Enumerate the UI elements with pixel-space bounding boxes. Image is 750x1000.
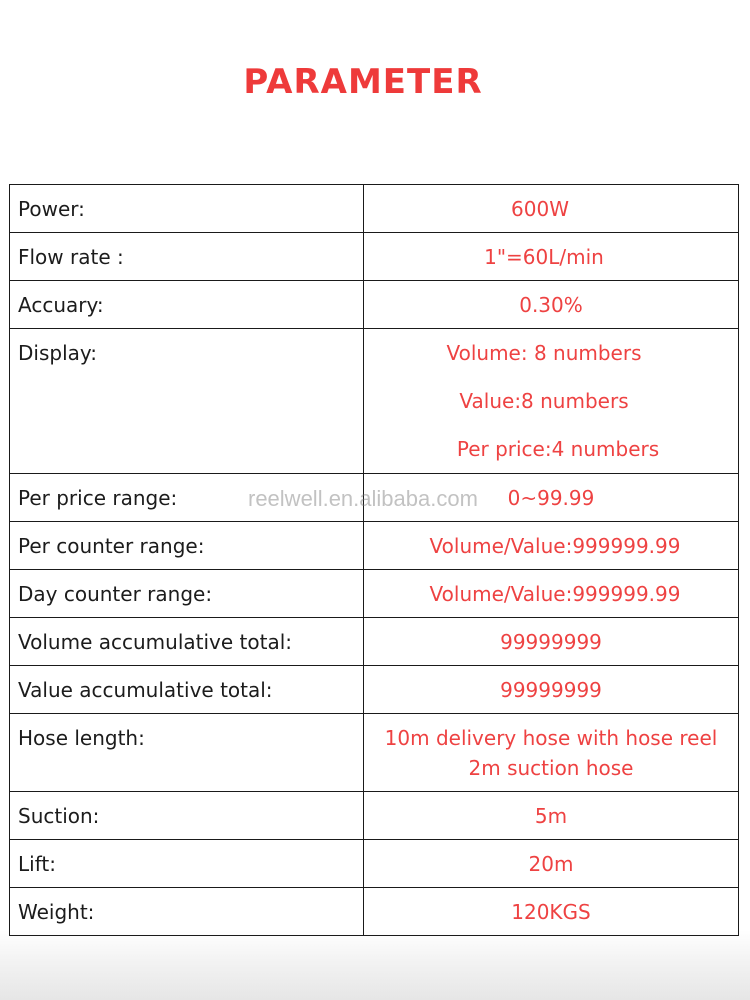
row-label: Weight: — [10, 888, 364, 936]
value-line: 99999999 — [500, 630, 602, 654]
row-value — [364, 522, 739, 570]
table-row — [10, 185, 739, 233]
row-value — [364, 888, 739, 936]
table-row — [10, 840, 739, 888]
row-label: Lift: — [10, 840, 364, 888]
row-label: Per price range: — [10, 474, 364, 522]
row-value — [364, 618, 739, 666]
value-line: Volume: 8 numbers — [446, 341, 642, 365]
row-value — [364, 714, 739, 792]
row-value — [364, 329, 739, 474]
row-value — [364, 474, 739, 522]
value-line: 120KGS — [511, 900, 591, 924]
row-value — [364, 570, 739, 618]
row-value — [364, 792, 739, 840]
row-value — [364, 185, 739, 233]
value-line: 2m suction hose — [468, 756, 634, 780]
row-value — [364, 666, 739, 714]
value-line: 1"=60L/min — [484, 245, 604, 269]
table-row — [10, 666, 739, 714]
row-label: Value accumulative total: — [10, 666, 364, 714]
value-line: 0~99.99 — [507, 486, 595, 510]
table-row — [10, 281, 739, 329]
row-label: Suction: — [10, 792, 364, 840]
row-value — [364, 840, 739, 888]
row-label: Hose length: — [10, 714, 364, 792]
page-title: PARAMETER — [243, 62, 483, 102]
watermark-text: reelwell.en.alibaba.com — [248, 486, 478, 511]
value-line: 20m — [528, 852, 574, 876]
value-line: Per price:4 numbers — [456, 437, 660, 461]
row-label: Accuary: — [10, 281, 364, 329]
row-label: Power: — [10, 185, 364, 233]
table-row — [10, 792, 739, 840]
table-row — [10, 474, 739, 522]
table-row — [10, 329, 739, 474]
parameter-table — [9, 184, 739, 936]
table-row — [10, 522, 739, 570]
value-line: 600W — [511, 197, 569, 221]
value-line: Value:8 numbers — [459, 389, 629, 413]
value-line: 10m delivery hose with hose reel — [384, 726, 718, 750]
table-row — [10, 714, 739, 792]
row-label: Flow rate : — [10, 233, 364, 281]
table-row — [10, 888, 739, 936]
row-label: Volume accumulative total: — [10, 618, 364, 666]
value-line: 99999999 — [500, 678, 602, 702]
value-line: 5m — [534, 804, 568, 828]
row-label: Day counter range: — [10, 570, 364, 618]
value-line: Volume/Value:999999.99 — [429, 582, 681, 606]
table-row — [10, 618, 739, 666]
table-row — [10, 233, 739, 281]
row-value — [364, 281, 739, 329]
row-label: Display: — [10, 329, 364, 474]
table-row — [10, 570, 739, 618]
value-line: Volume/Value:999999.99 — [429, 534, 681, 558]
row-label: Per counter range: — [10, 522, 364, 570]
value-line: 0.30% — [519, 293, 583, 317]
row-value — [364, 233, 739, 281]
